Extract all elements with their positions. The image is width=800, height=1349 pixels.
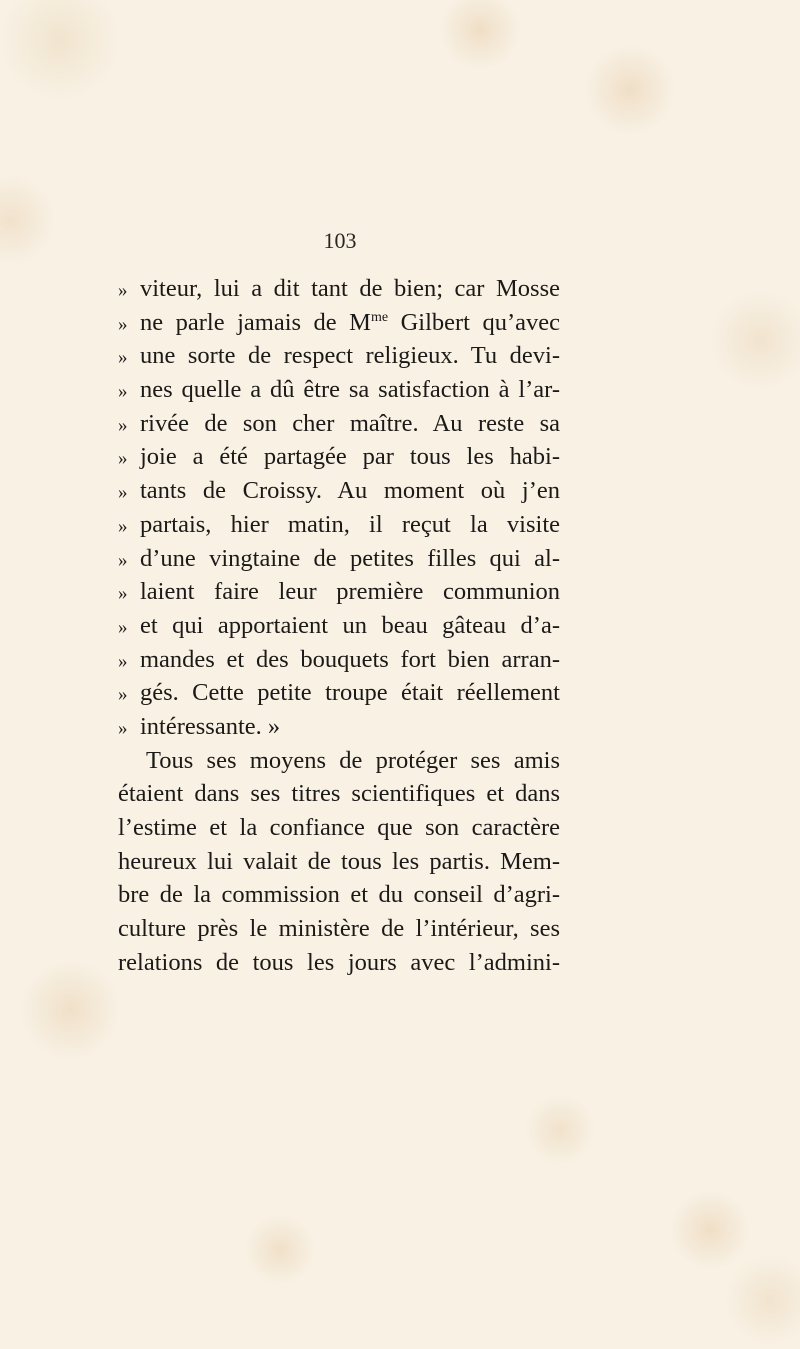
text-line: » viteur, lui a dit tant de bien; car Mosse xyxy=(118,272,560,306)
quote-mark: » xyxy=(118,482,128,504)
quote-mark: » xyxy=(118,381,128,403)
text-line: » tants de Croissy. Au moment où j’en xyxy=(118,474,560,508)
text-line: » ne parle jamais de $M^{me}$ Gilbert qu’avec xyxy=(118,306,560,340)
quote-mark: » xyxy=(118,313,128,335)
text-line: heureux lui valait de tous les partis. Mem- xyxy=(118,847,560,875)
text-line: » mandes et des bouquets fort bien arran- xyxy=(118,643,560,677)
quote-mark: » xyxy=(118,717,128,739)
text-line: » et qui apportaient un beau gâteau d’a- xyxy=(118,609,560,643)
text-line: » joie a été partagée par tous les habi- xyxy=(118,440,560,474)
text-line: » une sorte de respect religieux. Tu devi- xyxy=(118,339,560,373)
text-line: l’estime et la confiance que son caractère xyxy=(118,814,560,841)
text-line: relations de tous les jours avec l’admini- xyxy=(118,948,560,976)
text-line: » intéressante. » xyxy=(118,710,560,744)
quote-mark: » xyxy=(118,684,128,706)
quote-mark: » xyxy=(118,515,128,537)
text-line: » d’une vingtaine de petites filles qui al- xyxy=(118,542,560,576)
page-number: 103 xyxy=(323,228,357,253)
text-line: » partais, hier matin, il reçut la visite xyxy=(118,508,560,542)
quote-mark: » xyxy=(118,583,128,605)
body-text xyxy=(118,272,560,979)
text-line: étaient dans ses titres scientifiques et dans xyxy=(118,780,560,808)
text-line: » laient faire leur première communion xyxy=(118,575,560,609)
quote-mark: » xyxy=(118,280,128,301)
quote-mark: » xyxy=(118,414,128,436)
quote-mark: » xyxy=(118,347,128,369)
quote-mark: » xyxy=(118,549,128,571)
paragraph-start-line: Tous ses moyens de protéger ses amis xyxy=(146,746,560,774)
text-line: culture près le ministère de l’intérieur, ses xyxy=(118,915,560,943)
quote-mark: » xyxy=(118,616,128,638)
text-line: » nes quelle a dû être sa satisfaction à l’ar- xyxy=(118,373,560,407)
quote-mark: » xyxy=(118,448,128,470)
text-line: » rivée de son cher maître. Au reste sa xyxy=(118,407,560,441)
text-line: bre de la commission et du conseil d’agri- xyxy=(118,881,560,909)
quote-mark: » xyxy=(118,650,128,672)
text-line: » gés. Cette petite troupe était réellement xyxy=(118,676,560,710)
superscript: me xyxy=(370,309,389,325)
